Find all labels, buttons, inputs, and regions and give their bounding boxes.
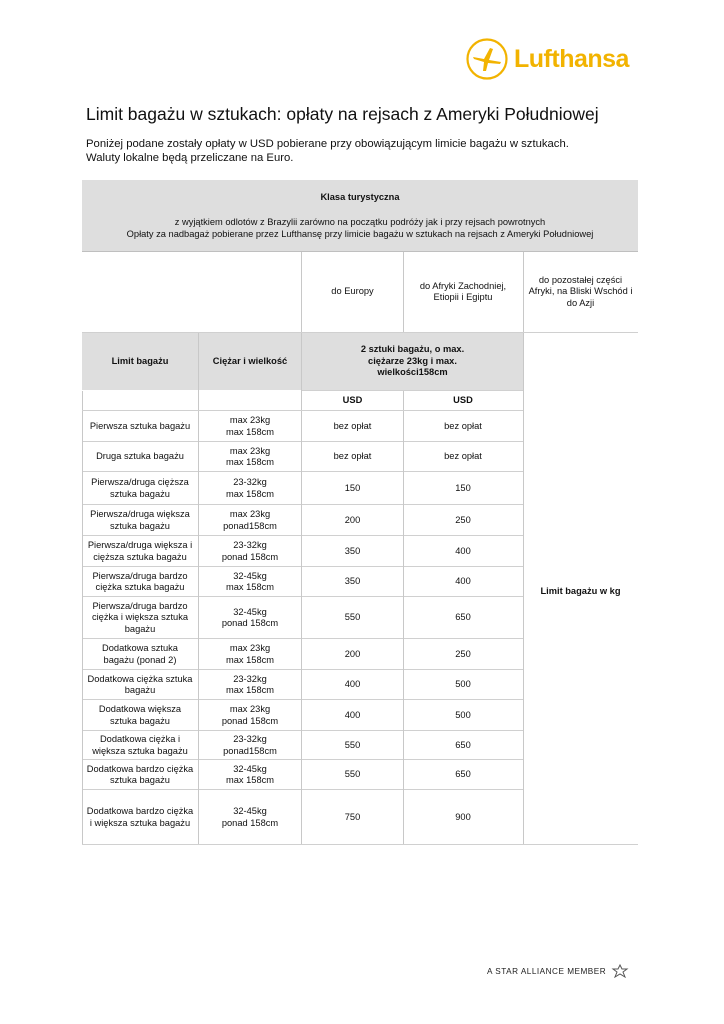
dest-europe: do Europy [331, 286, 374, 297]
row-fee-europe: 150 [344, 482, 361, 493]
row-item-name: Pierwsza/druga większa i cięższa sztuka bagażu [87, 540, 193, 562]
row-size: ponad 158cm [221, 817, 279, 828]
row-size: max 158cm [225, 685, 275, 695]
kg-limit-note: Limit bagażu w kg [540, 586, 621, 597]
currency-africa: USD [453, 394, 473, 405]
row-fee-africa: bez opłat [444, 451, 482, 462]
row-item-name: Dodatkowa sztuka bagażu (ponad 2) [102, 643, 178, 665]
class-header [82, 180, 638, 252]
row-fee-africa: 150 [455, 482, 471, 493]
row-fee-africa: 650 [455, 739, 471, 750]
row-fee-africa: 650 [455, 769, 471, 780]
row-weight-size [199, 472, 301, 505]
row-fee-europe: 350 [344, 545, 361, 556]
row-fee-europe: 550 [344, 769, 361, 780]
class-note-line-2: Opłaty za nadbagaż pobierane przez Lufthansę przy limicie bagażu w sztukach na rejsach z Ameryki Południowej [126, 228, 594, 239]
row-size: ponad 158cm [221, 715, 279, 726]
row-fee-europe: 200 [344, 514, 361, 525]
row-weight: max 23kg [229, 415, 271, 425]
row-weight-size [199, 411, 301, 442]
row-size: ponad 158cm [221, 618, 279, 628]
row-item-name: Dodatkowa ciężka sztuka bagażu [87, 673, 193, 695]
row-fee-europe: 400 [344, 679, 361, 690]
intro-text [86, 137, 569, 165]
brand-name: Lufthansa [514, 44, 629, 73]
row-weight: max 23kg [229, 704, 271, 714]
row-size: max 158cm [225, 457, 275, 467]
row-weight: 32-45kg [233, 606, 267, 617]
row-fee-europe: 750 [344, 811, 361, 822]
col-weight: Ciężar i wielkość [199, 333, 301, 390]
row-weight-size [199, 790, 301, 845]
row-fee-africa: 400 [455, 545, 471, 556]
row-size: max 158cm [225, 775, 275, 785]
row-weight-size [199, 597, 301, 639]
col-allowance: 2 sztuki bagażu, o max. ciężarze 23kg i max. wielkości158cm [302, 333, 523, 390]
star-alliance-icon [611, 964, 629, 978]
row-item-name: Pierwsza/druga bardzo ciężka i większa sztuka bagażu [91, 600, 189, 634]
row-weight-size [199, 639, 301, 670]
row-fee-africa: 500 [455, 709, 471, 720]
row-weight-size [199, 536, 301, 567]
intro-line-2: Waluty lokalne będą przeliczane na Euro. [86, 152, 294, 164]
row-weight-size [199, 567, 301, 597]
class-title: Klasa turystyczna [320, 192, 400, 202]
dest-other: do pozostałej części Afryki, na Bliski Wschód i do Azji [528, 274, 633, 308]
intro-line-1: Poniżej podane zostały opłaty w USD pobierane przy obowiązującym limicie bagażu w sztukach. [86, 138, 569, 150]
page-title: Limit bagażu w sztukach: opłaty na rejsach z Ameryki Południowej [86, 104, 599, 124]
row-weight: 23-32kg [233, 734, 267, 744]
row-fee-europe: 550 [344, 739, 361, 750]
row-size: max 158cm [225, 488, 275, 499]
row-weight: 23-32kg [233, 673, 267, 684]
row-weight-size [199, 700, 301, 731]
row-weight: 32-45kg [233, 806, 267, 816]
lufthansa-logo [466, 38, 629, 80]
row-weight: max 23kg [229, 509, 271, 519]
row-fee-africa: 650 [455, 612, 471, 623]
class-note [82, 217, 638, 240]
crane-logo-icon [466, 38, 508, 80]
row-fee-europe: bez opłat [333, 420, 372, 431]
row-weight: 23-32kg [233, 477, 267, 487]
row-item-name: Pierwsza/druga cięższa sztuka bagażu [91, 477, 189, 499]
row-fee-europe: 550 [344, 612, 361, 623]
row-fee-africa: 400 [455, 576, 471, 587]
row-item-name: Dodatkowa bardzo ciężka sztuka bagażu [86, 763, 194, 785]
row-size: max 158cm [225, 654, 275, 665]
row-size: ponad158cm [223, 745, 277, 756]
row-weight: max 23kg [229, 445, 271, 456]
row-weight: 23-32kg [233, 540, 267, 550]
row-weight-size [199, 760, 301, 790]
row-fee-africa: 250 [455, 648, 471, 659]
row-size: max 158cm [225, 582, 275, 592]
row-size: ponad 158cm [221, 551, 279, 562]
row-weight-size [199, 670, 301, 700]
currency-europe: USD [342, 394, 363, 405]
row-size: ponad158cm [223, 520, 277, 531]
row-size: max 158cm [225, 426, 275, 437]
row-weight-size [199, 505, 301, 536]
row-item-name: Pierwsza/druga większa sztuka bagażu [90, 509, 190, 531]
class-note-line-1: z wyjątkiem odlotów z Brazylii zarówno na początku podróży jak i przy rejsach powrotnych [174, 217, 546, 227]
row-item-name: Druga sztuka bagażu [96, 451, 184, 462]
col-limit: Limit bagażu [82, 333, 198, 390]
row-fee-europe: 400 [344, 709, 361, 720]
row-item-name: Dodatkowa większa sztuka bagażu [98, 704, 182, 726]
row-fee-africa: 900 [455, 811, 471, 822]
row-item-name: Pierwsza sztuka bagażu [89, 420, 191, 431]
row-fee-africa: 500 [455, 679, 471, 690]
dest-africa: do Afryki Zachodniej, Etiopii i Egiptu [419, 280, 507, 302]
row-weight: 32-45kg [233, 763, 267, 774]
star-alliance-footer [487, 964, 629, 978]
row-item-name: Dodatkowa bardzo ciężka i większa sztuka bagażu [86, 806, 194, 828]
row-fee-africa: 250 [455, 514, 471, 525]
row-weight: 32-45kg [233, 570, 267, 581]
row-item-name: Dodatkowa ciężka i większa sztuka bagażu [92, 734, 188, 756]
row-item-name: Pierwsza/druga bardzo ciężka sztuka bagażu [92, 570, 188, 592]
row-fee-europe: 200 [344, 648, 361, 659]
row-fee-europe: 350 [344, 576, 361, 587]
row-weight-size [199, 731, 301, 760]
footer-text: A STAR ALLIANCE MEMBER [487, 966, 607, 976]
row-weight: max 23kg [229, 643, 271, 653]
row-fee-africa: bez opłat [444, 420, 482, 431]
row-fee-europe: bez opłat [333, 451, 372, 462]
row-weight-size [199, 442, 301, 472]
